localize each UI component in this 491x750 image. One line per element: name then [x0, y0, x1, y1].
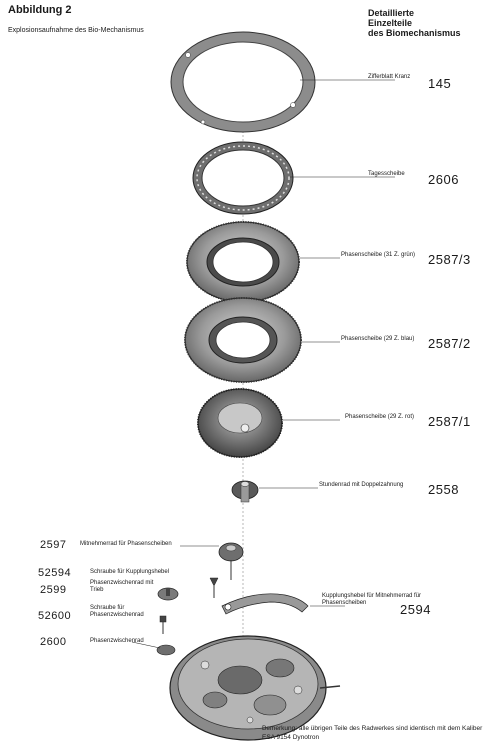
- part-number: 2594: [400, 602, 431, 617]
- footer-note: Bemerkung: alle übrigen Teile des Radwerkes sind identisch mit dem Kaliber ESA 9154 Dynotron: [262, 725, 483, 741]
- part-number: 2587/2: [428, 336, 471, 351]
- part-number: 2587/1: [428, 414, 471, 429]
- part-label: Stundenrad mit Doppelzahnung: [319, 482, 404, 488]
- part-number: 2558: [428, 482, 459, 497]
- right-title: [368, 8, 488, 38]
- part-number: 2600: [40, 636, 67, 648]
- part-label: Phasenscheibe (29 Z. rot): [345, 414, 415, 420]
- part-label: Kupplungshebel für Mitnehmerrad für Phasenscheiben: [322, 593, 422, 606]
- part-number: 145: [428, 76, 452, 91]
- dial-ring-part: [171, 32, 315, 132]
- phase-disc-29-red-part: [198, 389, 282, 457]
- coupling-lever-part: [222, 594, 308, 614]
- figure-label: Abbildung 2: [8, 4, 72, 16]
- part-label: Tagesscheibe: [368, 171, 405, 177]
- part-number: 2599: [40, 584, 67, 596]
- phase-disc-29-blue-part: [185, 298, 301, 382]
- coupling-lever-screw-part: [210, 578, 218, 598]
- day-disc-part: [193, 142, 293, 214]
- right-title-line: Einzelteile: [368, 18, 413, 28]
- right-title-line: des Biomechanismus: [368, 28, 461, 38]
- phase-disc-31-part: [187, 222, 299, 302]
- part-label: Phasenscheibe (31 Z. grün): [341, 252, 416, 258]
- part-label: Mitnehmerrad für Phasenscheiben: [80, 541, 172, 547]
- part-number: 2587/3: [428, 252, 471, 267]
- part-label: Zifferblatt Kranz: [368, 74, 411, 80]
- part-label: Phasenzwischenrad mit Trieb: [90, 580, 154, 593]
- part-number: 52600: [38, 610, 72, 622]
- part-number: 2606: [428, 172, 459, 187]
- phase-intermediate-wheel-pinion-part: [158, 588, 178, 600]
- part-label: Schraube für Phasenzwischenrad: [90, 605, 144, 618]
- figure-subtitle: Explosionsaufnahme des Bio-Mechanismus: [8, 27, 144, 34]
- part-label: Schraube für Kupplungshebel: [90, 569, 170, 575]
- part-label: Phasenzwischenrad: [90, 638, 144, 644]
- drive-wheel-part: [219, 543, 243, 580]
- hour-wheel-part: [232, 481, 258, 502]
- part-number: 2597: [40, 539, 67, 551]
- right-title-line: Detaillierte: [368, 8, 415, 18]
- part-label: Phasenscheibe (29 Z. blau): [341, 336, 415, 342]
- phase-intermediate-wheel-part: [157, 645, 175, 655]
- part-number: 52594: [38, 567, 72, 579]
